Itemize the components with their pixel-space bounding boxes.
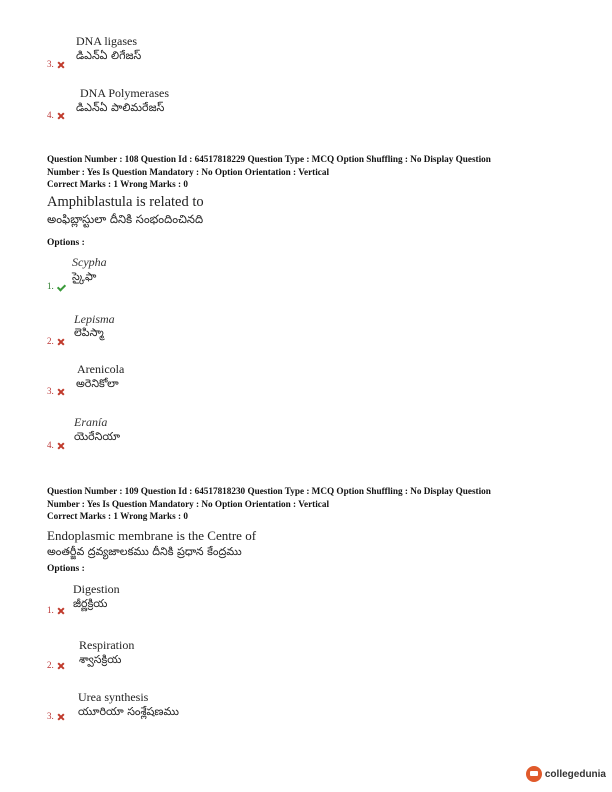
logo-text: collegedunia	[544, 768, 606, 780]
q109-option-3-text-te: యూరియా సంశ్లేషణము	[78, 705, 179, 718]
options-label: Options :	[47, 238, 85, 248]
question-108-stem-en: Amphiblastula is related to	[47, 194, 204, 210]
q108-option-2-text-te: లెపిస్మా	[74, 326, 104, 339]
wrong-mark-icon	[57, 662, 65, 670]
question-108-stem-te: అంఫిబ్లాస్టులా దీనికి సంభందించినది	[47, 212, 204, 226]
question-108-meta: Question Number : 108 Question Id : 64517818229 Question Type : MCQ Option Shuffling : No Display Question Number : Yes Is Question Mandatory : No Option Orientation : Vertical Correct Marks : 1 Wrong Marks : 0	[47, 154, 491, 189]
q109-option-2-text-te: శ్వాసక్రియ	[79, 653, 122, 666]
wrong-mark-icon	[57, 442, 65, 450]
option-3-text-en: DNA ligases	[76, 34, 137, 48]
q109-option-1-number: 1.	[47, 605, 65, 615]
wrong-mark-icon	[57, 713, 65, 721]
q108-option-3-text-en: Arenicola	[77, 362, 125, 376]
cap-icon	[526, 766, 542, 782]
option-4-text-te: డిఎన్ఏ పాలిమరేజస్	[76, 101, 165, 114]
question-109-stem-en: Endoplasmic membrane is the Centre of	[47, 528, 257, 543]
wrong-mark-icon	[57, 112, 65, 120]
wrong-mark-icon	[57, 388, 65, 396]
q108-option-2-text-en: Lepisma	[74, 312, 115, 326]
q109-option-2-number: 2.	[47, 660, 65, 670]
q108-option-3-text-te: అరెనికోలా	[76, 377, 119, 390]
question-109-stem-te: అంతర్జీవ ద్రవ్యజాలకము దీనికి ప్రధాన కేంద్రము	[47, 545, 242, 558]
question-109-meta: Question Number : 109 Question Id : 64517818230 Question Type : MCQ Option Shuffling : No Display Question Number : Yes Is Question Mandatory : No Option Orientation : Vertical Correct Marks : 1 Wrong Marks : 0	[47, 486, 491, 521]
wrong-mark-icon	[57, 338, 65, 346]
option-3-number: 3.	[47, 59, 65, 69]
q108-option-1-text-en: Scypha	[72, 255, 107, 269]
q109-option-1-text-en: Digestion	[73, 582, 120, 596]
q109-option-3-number: 3.	[47, 711, 65, 721]
q109-option-2-text-en: Respiration	[79, 638, 135, 652]
option-3-text-te: డిఎన్ఏ లిగేజస్	[76, 49, 142, 62]
q108-option-4-text-en: Eranía	[74, 415, 108, 429]
options-label: Options :	[47, 564, 85, 574]
q109-option-1-text-te: జీర్ణక్రియ	[73, 597, 108, 610]
q108-option-4-number: 4.	[47, 440, 65, 450]
q108-option-3-number: 3.	[47, 386, 65, 396]
wrong-mark-icon	[57, 61, 65, 69]
option-4-text-en: DNA Polymerases	[80, 86, 169, 100]
option-4-number: 4.	[47, 110, 65, 120]
q108-option-4-text-te: యెరేనియా	[74, 430, 121, 443]
q108-option-1-number: 1.	[47, 281, 66, 291]
q109-option-3-text-en: Urea synthesis	[78, 690, 149, 704]
collegedunia-logo	[526, 766, 606, 782]
correct-check-icon	[57, 283, 66, 291]
wrong-mark-icon	[57, 607, 65, 615]
q108-option-1-text-te: స్కైఫా	[72, 270, 97, 283]
q108-option-2-number: 2.	[47, 336, 65, 346]
